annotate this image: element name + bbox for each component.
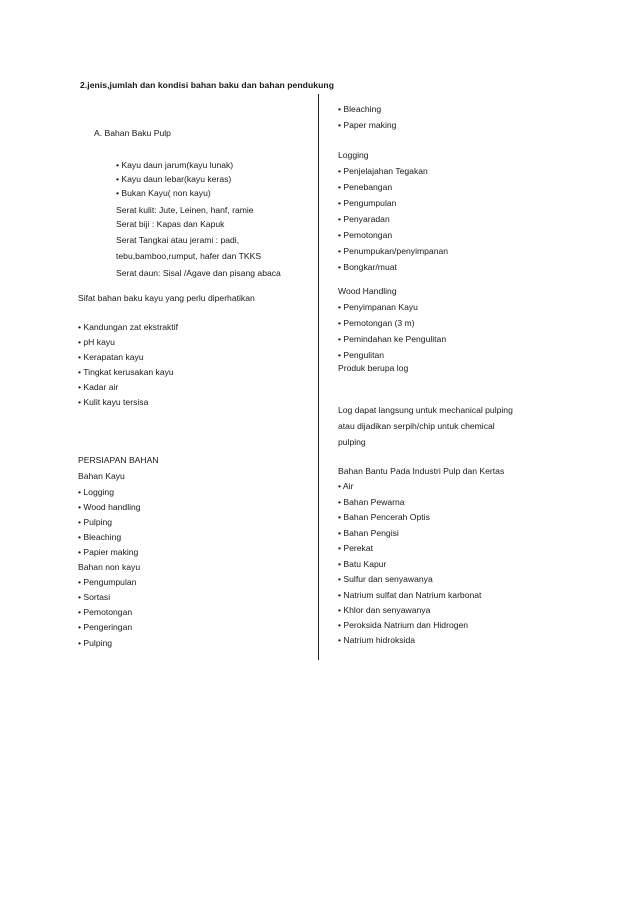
logging-item: • Penumpukan/penyimpanan bbox=[338, 246, 449, 256]
raw-material-item: • Kayu daun jarum(kayu lunak) bbox=[116, 160, 234, 170]
wood-handling-item: • Penyimpanan Kayu bbox=[338, 302, 418, 312]
raw-material-item: • Kayu daun lebar(kayu keras) bbox=[116, 174, 232, 184]
auxiliary-item: • Sulfur dan senyawanya bbox=[338, 574, 433, 584]
wood-material-item: • Pulping bbox=[78, 517, 113, 527]
auxiliary-item: • Bahan Pencerah Optis bbox=[338, 512, 430, 522]
wood-handling-item: • Pemindahan ke Pengulitan bbox=[338, 334, 447, 344]
logging-item: • Penyaradan bbox=[338, 214, 390, 224]
wood-material-item: • Papier making bbox=[78, 547, 139, 557]
log-paragraph-line: atau dijadikan serpih/chip untuk chemical bbox=[338, 421, 495, 431]
non-wood-item: • Pengumpulan bbox=[78, 577, 137, 587]
fiber-line: Serat kulit: Jute, Leinen, hanf, ramie bbox=[116, 205, 254, 215]
property-item: • Kadar air bbox=[78, 382, 119, 392]
preparation-title: PERSIAPAN BAHAN bbox=[78, 455, 159, 465]
non-wood-item: • Pengeringan bbox=[78, 622, 133, 632]
log-paragraph-line: pulping bbox=[338, 437, 366, 447]
auxiliary-item: • Perekat bbox=[338, 543, 374, 553]
fiber-line: Serat daun: Sisal /Agave dan pisang abaca bbox=[116, 268, 281, 278]
auxiliary-item: • Air bbox=[338, 481, 354, 491]
wood-handling-item: • Pengulitan bbox=[338, 350, 385, 360]
non-wood-item: • Pemotongan bbox=[78, 607, 133, 617]
auxiliary-item: • Natrium sulfat dan Natrium karbonat bbox=[338, 590, 482, 600]
non-wood-item: • Pulping bbox=[78, 638, 113, 648]
logging-item: • Penebangan bbox=[338, 182, 393, 192]
logging-item: • Pengumpulan bbox=[338, 198, 397, 208]
product-note: Produk berupa log bbox=[338, 363, 409, 373]
non-wood-title: Bahan non kayu bbox=[78, 562, 141, 572]
property-item: • Kulit kayu tersisa bbox=[78, 397, 149, 407]
log-paragraph-line: Log dapat langsung untuk mechanical pulping bbox=[338, 405, 513, 415]
auxiliary-item: • Bahan Pengisi bbox=[338, 528, 399, 538]
logging-title: Logging bbox=[338, 150, 369, 160]
wood-material-title: Bahan Kayu bbox=[78, 471, 125, 481]
property-item: • Kerapatan kayu bbox=[78, 352, 144, 362]
section-a-title: A. Bahan Baku Pulp bbox=[94, 128, 171, 138]
auxiliary-item: • Natrium hidroksida bbox=[338, 635, 416, 645]
wood-material-item: • Bleaching bbox=[78, 532, 122, 542]
wood-material-item: • Wood handling bbox=[78, 502, 141, 512]
fiber-line: Serat Tangkai atau jerami : padi, bbox=[116, 235, 240, 245]
property-item: • pH kayu bbox=[78, 337, 115, 347]
logging-item: • Penjelajahan Tegakan bbox=[338, 166, 428, 176]
auxiliary-title: Bahan Bantu Pada Industri Pulp dan Kertas bbox=[338, 466, 505, 476]
column-divider bbox=[318, 94, 319, 660]
property-item: • Tingkat kerusakan kayu bbox=[78, 367, 174, 377]
auxiliary-item: • Bahan Pewarna bbox=[338, 497, 405, 507]
wood-handling-title: Wood Handling bbox=[338, 286, 397, 296]
raw-material-item: • Bukan Kayu( non kayu) bbox=[116, 188, 211, 198]
fiber-line: Serat biji : Kapas dan Kapuk bbox=[116, 219, 225, 229]
property-item: • Kandungan zat ekstraktif bbox=[78, 322, 178, 332]
process-item: • Bleaching bbox=[338, 104, 382, 114]
auxiliary-item: • Peroksida Natrium dan Hidrogen bbox=[338, 620, 469, 630]
logging-item: • Pemotongan bbox=[338, 230, 393, 240]
properties-title: Sifat bahan baku kayu yang perlu diperhatikan bbox=[78, 293, 255, 303]
wood-handling-item: • Pemotongan (3 m) bbox=[338, 318, 415, 328]
logging-item: • Bongkar/muat bbox=[338, 262, 397, 272]
auxiliary-item: • Khlor dan senyawanya bbox=[338, 605, 431, 615]
fiber-line: tebu,bamboo,rumput, hafer dan TKKS bbox=[116, 251, 262, 261]
non-wood-item: • Sortasi bbox=[78, 592, 111, 602]
auxiliary-item: • Batu Kapur bbox=[338, 559, 387, 569]
section-heading: 2.jenis,jumlah dan kondisi bahan baku dan bahan pendukung bbox=[80, 80, 335, 90]
wood-material-item: • Logging bbox=[78, 487, 114, 497]
process-item: • Paper making bbox=[338, 120, 397, 130]
